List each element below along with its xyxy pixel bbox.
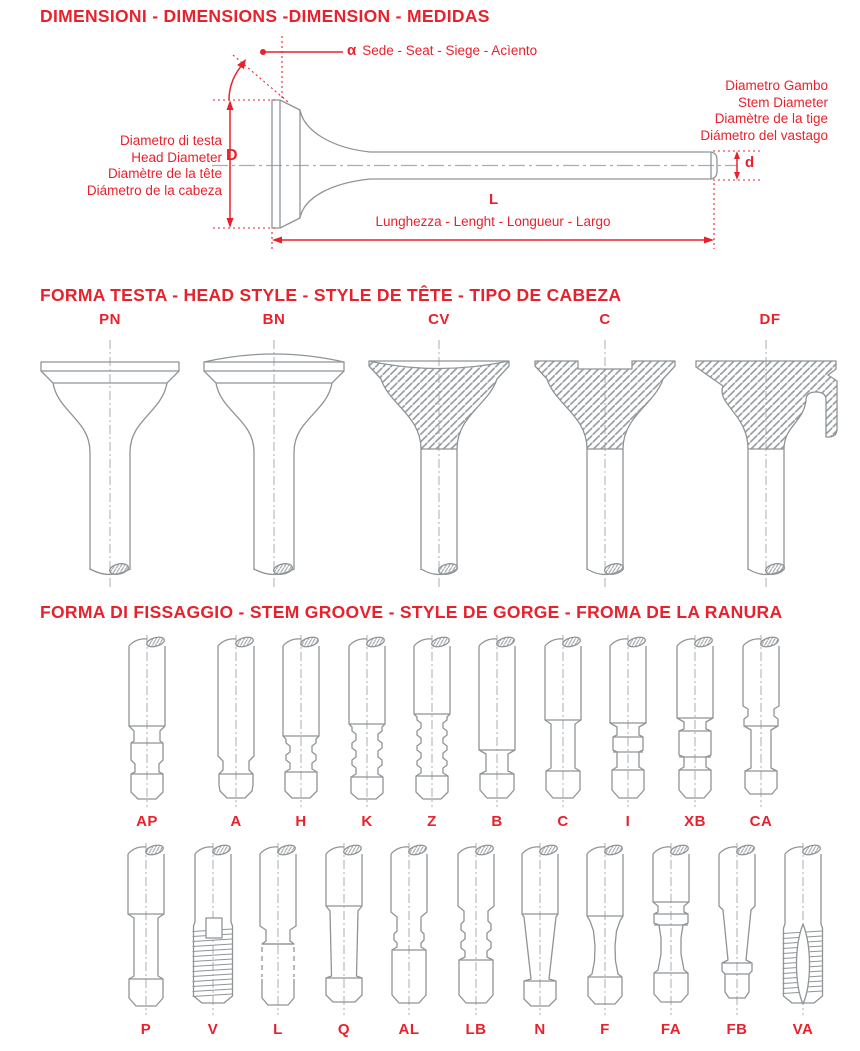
- head-diameter-label: [87, 133, 222, 199]
- stem-diameter-line-it: Diametro Gambo: [725, 78, 828, 93]
- section-dimensions-title: DIMENSIONI - DIMENSIONS -DIMENSION - MEDIDAS: [40, 6, 490, 26]
- stem-diameter-label: [700, 78, 828, 144]
- stem-groove-label-z: Z: [427, 813, 437, 830]
- stem-groove-label-f: F: [600, 1021, 610, 1038]
- stem-groove-label-q: Q: [337, 1021, 351, 1038]
- stem-groove-label-i: I: [625, 813, 631, 830]
- stem-groove-label-al: AL: [398, 1021, 420, 1038]
- head-style-label-bn: BN: [262, 311, 286, 328]
- section-head-style-title: FORMA TESTA - HEAD STYLE - STYLE DE TÊTE - TIPO DE CABEZA: [40, 285, 622, 305]
- stem-groove-label-l: L: [273, 1021, 283, 1038]
- length-label: Lunghezza - Lenght - Longueur - Largo: [375, 214, 611, 229]
- stem-diameter-line-es: Diámetro del vastago: [700, 127, 828, 143]
- head-style-label-c: C: [599, 311, 611, 328]
- head-diameter-letter: D: [226, 147, 238, 164]
- stem-groove-label-va: VA: [792, 1021, 814, 1038]
- stem-groove-label-k: K: [361, 813, 373, 830]
- stem-groove-label-v: V: [207, 1021, 219, 1038]
- head-style-label-df: DF: [759, 311, 781, 328]
- head-style-figures: [41, 340, 837, 588]
- stem-groove-label-ap: AP: [136, 813, 158, 830]
- stem-groove-label-p: P: [140, 1021, 152, 1038]
- stem-groove-label-n: N: [534, 1021, 546, 1038]
- alpha-symbol: α: [347, 42, 357, 59]
- length-letter: L: [489, 191, 499, 208]
- head-style-label-pn: PN: [99, 311, 121, 328]
- stem-groove-label-fa: FA: [660, 1021, 682, 1038]
- stem-groove-label-lb: LB: [465, 1021, 487, 1038]
- stem-groove-label-a: A: [230, 813, 242, 830]
- seat-label-text: Sede - Seat - Siege - Acìento: [362, 43, 538, 58]
- seat-angle-label: [347, 43, 537, 60]
- head-diameter-line-it: Diametro di testa: [119, 133, 222, 148]
- stem-diameter-line-fr: Diamètre de la tige: [714, 111, 828, 126]
- stem-groove-label-xb: XB: [684, 813, 706, 830]
- stem-diameter-line-en: Stem Diameter: [737, 94, 828, 110]
- stem-groove-label-c: C: [557, 813, 569, 830]
- section-stem-groove-title: FORMA DI FISSAGGIO - STEM GROOVE - STYLE DE GORGE - FROMA DE LA RANURA: [40, 602, 783, 622]
- stem-groove-label-fb: FB: [726, 1021, 748, 1038]
- stem-groove-label-b: B: [491, 813, 503, 830]
- head-diameter-line-en: Head Diameter: [131, 149, 222, 165]
- head-diameter-line-es: Diámetro de la cabeza: [86, 182, 222, 198]
- head-style-label-cv: CV: [428, 311, 450, 328]
- head-diameter-line-fr: Diamètre de la tête: [107, 166, 222, 181]
- stem-diameter-letter: d: [745, 154, 755, 171]
- stem-groove-label-ca: CA: [749, 813, 773, 830]
- stem-groove-label-h: H: [295, 813, 307, 830]
